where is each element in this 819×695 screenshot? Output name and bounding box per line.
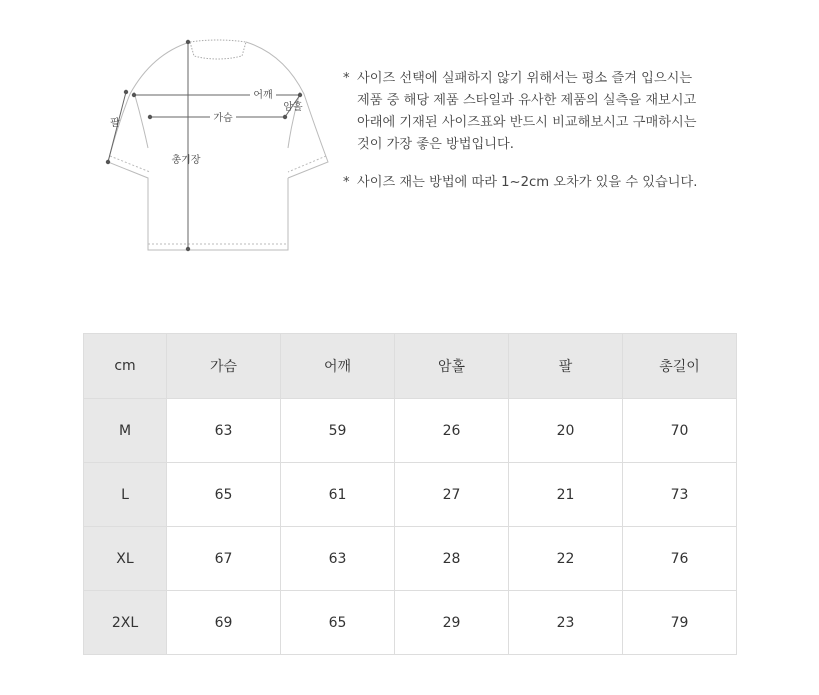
table-cell: 23 [509, 591, 623, 655]
table-cell: 69 [167, 591, 281, 655]
note-line: 것이 가장 좋은 방법입니다. [357, 137, 514, 152]
size-chart-table [83, 333, 737, 655]
table-row [84, 463, 737, 527]
header-shoulder: 어깨 [281, 334, 395, 399]
diagram-label-length: 총기장 [171, 155, 201, 166]
note-line: 사이즈 선택에 실패하지 않기 위해서는 평소 즐겨 입으시는 [357, 71, 693, 86]
header-sleeve: 팔 [509, 334, 623, 399]
note-bullet: * [343, 71, 350, 86]
table-cell: 21 [509, 463, 623, 527]
size-notes [343, 68, 763, 210]
row-size-label: XL [84, 527, 167, 591]
row-size-label: L [84, 463, 167, 527]
tshirt-size-diagram [100, 30, 340, 260]
table-cell: 61 [281, 463, 395, 527]
diagram-label-chest: 가슴 [213, 113, 233, 124]
table-cell: 70 [623, 399, 737, 463]
header-armhole: 암홀 [395, 334, 509, 399]
table-cell: 20 [509, 399, 623, 463]
diagram-label-sleeve: 팔 [110, 118, 120, 129]
table-cell: 65 [167, 463, 281, 527]
table-cell: 27 [395, 463, 509, 527]
table-cell: 59 [281, 399, 395, 463]
diagram-label-shoulder: 어깨 [253, 90, 273, 101]
table-cell: 65 [281, 591, 395, 655]
table-cell: 79 [623, 591, 737, 655]
table-cell: 67 [167, 527, 281, 591]
table-header-row [84, 334, 737, 399]
table-cell: 22 [509, 527, 623, 591]
note-fit-advice [343, 68, 763, 156]
header-unit: cm [84, 334, 167, 399]
table-row [84, 399, 737, 463]
row-size-label: 2XL [84, 591, 167, 655]
note-line: 제품 중 해당 제품 스타일과 유사한 제품의 실측을 재보시고 [357, 93, 697, 108]
note-line: 아래에 기재된 사이즈표와 반드시 비교해보시고 구매하시는 [357, 115, 697, 130]
header-chest: 가슴 [167, 334, 281, 399]
table-cell: 29 [395, 591, 509, 655]
table-cell: 63 [281, 527, 395, 591]
table-cell: 28 [395, 527, 509, 591]
diagram-label-armhole: 암홀 [283, 102, 303, 113]
header-total-length: 총길이 [623, 334, 737, 399]
table-cell: 26 [395, 399, 509, 463]
note-measurement-error [343, 172, 763, 194]
note-line: 사이즈 재는 방법에 따라 1~2cm 오차가 있을 수 있습니다. [357, 175, 698, 190]
note-bullet: * [343, 175, 350, 190]
row-size-label: M [84, 399, 167, 463]
table-cell: 76 [623, 527, 737, 591]
table-row [84, 591, 737, 655]
table-cell: 63 [167, 399, 281, 463]
table-cell: 73 [623, 463, 737, 527]
tshirt-illustration [100, 30, 340, 260]
table-row [84, 527, 737, 591]
